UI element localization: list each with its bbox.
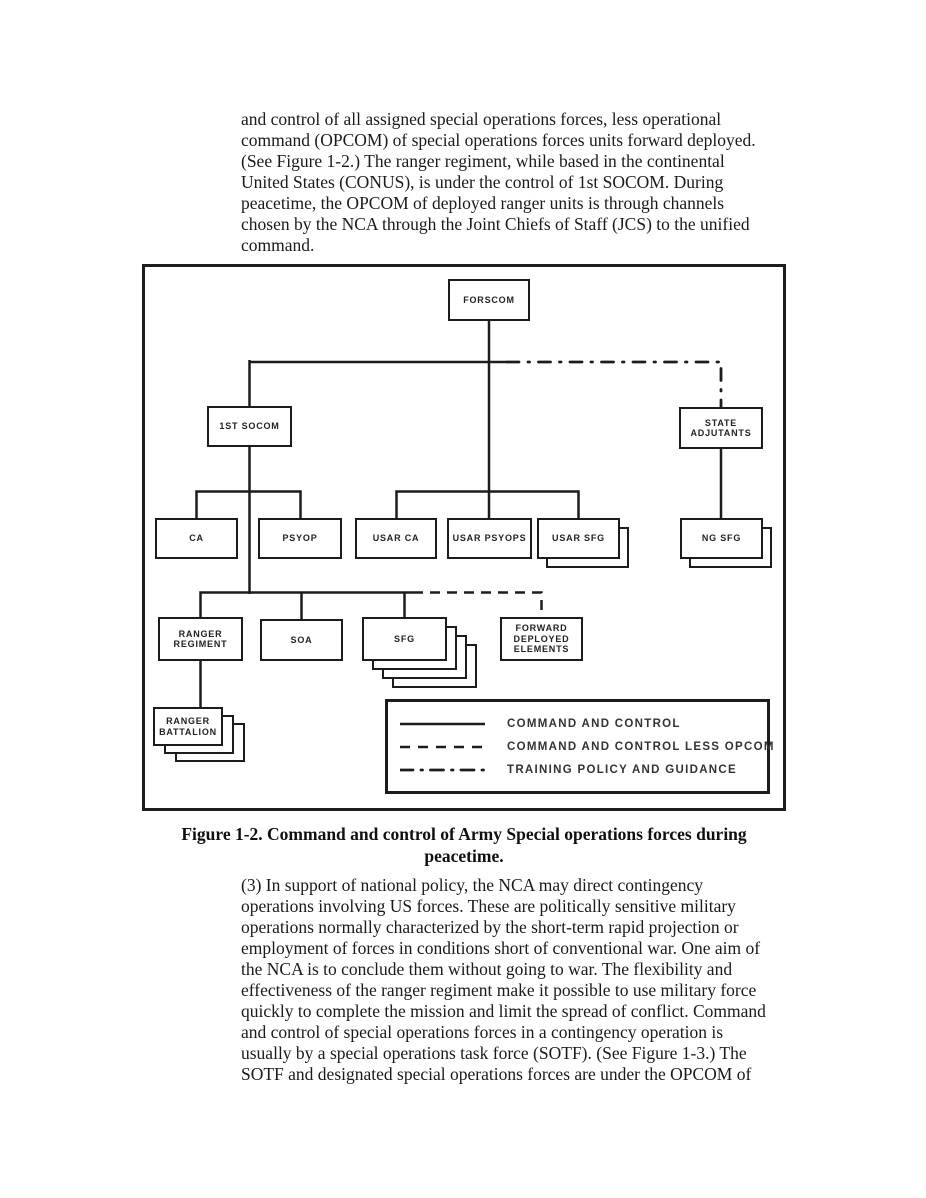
dashed-line-sample-icon: [400, 743, 485, 751]
org-node-1st-socom: 1ST SOCOM: [207, 406, 292, 447]
legend-label: COMMAND AND CONTROL: [507, 717, 681, 730]
org-node-soa: SOA: [260, 619, 343, 661]
figure-caption: Figure 1-2. Command and control of Army Special operations forces during peacetime.: [181, 824, 747, 866]
legend-label: TRAINING POLICY AND GUIDANCE: [507, 763, 737, 776]
org-node-forward-deployed-elements: FORWARD DEPLOYED ELEMENTS: [500, 617, 583, 661]
org-node-usar-ca: USAR CA: [355, 518, 437, 559]
legend-item-training-policy-and-guidance: [400, 764, 767, 776]
org-node-psyop: PSYOP: [258, 518, 342, 559]
figure-1-2-diagram: [142, 264, 786, 811]
dash-dot-line-sample-icon: [400, 766, 485, 774]
org-node-ranger-regiment: RANGER REGIMENT: [158, 617, 243, 661]
solid-line-sample-icon: [400, 720, 485, 728]
org-node-usar-sfg: USAR SFG: [537, 518, 620, 559]
legend-item-command-and-control: [400, 718, 767, 730]
legend-item-command-and-control-less-opcom: [400, 740, 775, 753]
org-node-ranger-battalion: RANGER BATTALION: [153, 707, 223, 746]
org-node-usar-psyops: USAR PSYOPS: [447, 518, 532, 559]
legend-box: [385, 699, 775, 794]
org-node-state-adjutants: STATE ADJUTANTS: [679, 407, 763, 449]
org-node-ng-sfg: NG SFG: [680, 518, 763, 559]
paragraph-bottom: (3) In support of national policy, the NCA may direct contingency operations involving US forces. These are politically sensitive military operations normally characterized by the short-term rapid projection or employment of forces in conditions short of conventional war. One aim of the NCA is to conclude them without going to war. The flexibility and effectiveness of the ranger regiment make it possible to use military force quickly to complete the mission and limit the spread of conflict. Command and control of special operations forces in a contingency operation is usually by a special operations task force (SOTF). (See Figure 1-3.) The SOTF and designated special operations forces are under the OPCOM of: [241, 875, 766, 1084]
org-node-ca: CA: [155, 518, 238, 559]
paragraph-top: and control of all assigned special operations forces, less operational command (OPCOM) of special operations forces units forward deployed. (See Figure 1-2.) The ranger regiment, while based in the continental United States (CONUS), is under the control of 1st SOCOM. During peacetime, the OPCOM of deployed ranger units is through channels chosen by the NCA through the Joint Chiefs of Staff (JCS) to the unified command.: [241, 109, 756, 255]
org-node-forscom: FORSCOM: [448, 279, 530, 321]
legend-label: COMMAND AND CONTROL LESS OPCOM: [507, 740, 775, 753]
org-node-sfg: SFG: [362, 617, 447, 661]
